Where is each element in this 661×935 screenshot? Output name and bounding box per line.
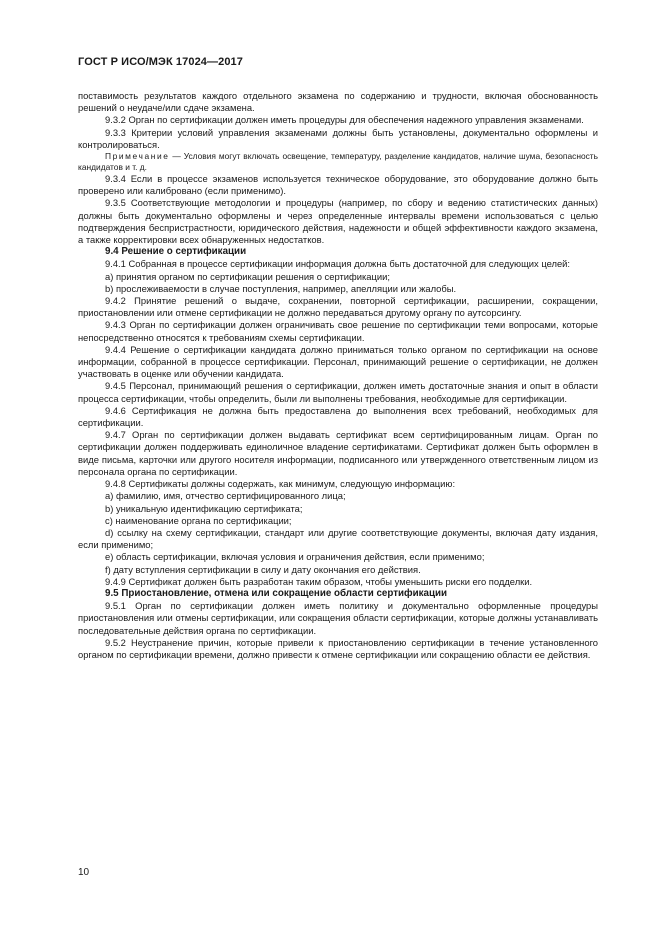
list-item: b) уникальную идентификацию сертификата;	[105, 502, 303, 514]
list-item: a) фамилию, имя, отчество сертифицированного лица;	[105, 490, 346, 502]
note-text: — Условия могут включать освещение, температуру, разделение кандидатов, наличие шума, безопасность кандидатов и т. д.	[78, 151, 598, 173]
clause-9-4-2: 9.4.2 Принятие решений о выдаче, сохранении, повторной сертификации, расширении, сокращении, приостановлении или отмене сертификации не должно передаваться другому органу по аутсорсингу.	[78, 295, 598, 319]
clause-9-3-5: 9.3.5 Соответствующие методологии и процедуры (например, по сбору и ведению статистических данных) должны быть документально оформлены и через определенные интервалы времени использоваться с целью подтверждения беспристрастности, юридического действия, надежности и общей эффективности каждого экзамена, а также корректировки всех обнаруженных недостатков.	[78, 197, 598, 246]
note	[78, 151, 598, 173]
clause-9-4-8: 9.4.8 Сертификаты должны содержать, как минимум, следующую информацию:	[105, 478, 456, 490]
section-heading-9-5: 9.5 Приостановление, отмена или сокращение области сертификации	[105, 587, 448, 599]
paragraph: поставимость результатов каждого отдельного экзамена по содержанию и трудности, включая обоснованность решений о неудаче/или сдаче экзамена.	[78, 90, 598, 114]
list-item: c) наименование органа по сертификации;	[105, 514, 292, 526]
clause-9-4-1: 9.4.1 Собранная в процессе сертификации информация должна быть достаточной для следующих целей:	[105, 258, 571, 270]
clause-9-5-1: 9.5.1 Орган по сертификации должен иметь политику и документально оформленные процедуры приостановления или отмены сертификации, или сокращения области сертификации, которые должны устанавливать последовательные действия органа по сертификации.	[78, 600, 598, 636]
document-header: ГОСТ Р ИСО/МЭК 17024—2017	[78, 56, 243, 68]
clause-9-3-4: 9.3.4 Если в процессе экзаменов используется техническое оборудование, это оборудование должно быть проверено или калибровано (если применимо).	[78, 173, 598, 197]
clause-9-3-2: 9.3.2 Орган по сертификации должен иметь процедуры для обеспечения надежного управления экзаменами.	[105, 114, 584, 126]
note-label: Примечание	[105, 151, 170, 162]
clause-9-4-4: 9.4.4 Решение о сертификации кандидата должно приниматься только органом по сертификации на основе информации, собранной в процессе сертификации. Персонал, принимающий решение о сертификации, не должен участвовать в оценке или обучении кандидата.	[78, 343, 598, 380]
list-item: a) принятия органом по сертификации решения о сертификации;	[105, 270, 390, 282]
document-body	[78, 90, 598, 661]
clause-9-4-6: 9.4.6 Сертификация не должна быть предоставлена до выполнения всех требований, необходимых для сертификации.	[78, 404, 598, 429]
list-item: d) ссылку на схему сертификации, стандарт или другие соответствующие документы, включая дату издания, если применимо;	[78, 526, 598, 551]
clause-9-4-3: 9.4.3 Орган по сертификации должен ограничивать свое решение по сертификации теми вопросами, которые непосредственно относятся к требованиям схемы сертификации.	[78, 319, 598, 343]
section-heading-9-4: 9.4 Решение о сертификации	[105, 246, 247, 258]
page-number: 10	[78, 867, 90, 878]
clause-9-4-5: 9.4.5 Персонал, принимающий решения о сертификации, должен иметь достаточные знания и опыт в области процесса сертификации, чтобы определить, были ли выполнены требования, необходимые для сертификации.	[78, 380, 598, 404]
list-item: e) область сертификации, включая условия и ограничения действия, если применимо;	[105, 551, 485, 563]
clause-9-4-7: 9.4.7 Орган по сертификации должен выдавать сертификат всем сертифицированным лицам. Орган по сертификации должен поддерживать единоличное владение сертификатами. Сертификат должен быть оформлен в виде письма, карточки или другого носителя информации, подписанного или утвержденного ответственным лицом из персонала органа по сертификации.	[78, 429, 598, 477]
list-item: f) дату вступления сертификации в силу и дату окончания его действия.	[105, 563, 421, 575]
clause-9-3-3: 9.3.3 Критерии условий управления экзаменами должны быть установлены, документально оформлены и контролироваться.	[78, 126, 598, 150]
list-item: b) прослеживаемости в случае поступления, например, апелляции или жалобы.	[105, 282, 457, 294]
clause-9-4-9: 9.4.9 Сертификат должен быть разработан таким образом, чтобы уменьшить риски его подделки.	[105, 575, 533, 587]
clause-9-5-2: 9.5.2 Неустранение причин, которые привели к приостановлению сертификации в течение установленного органом по сертификации времени, должно привести к отмене сертификации или сокращению области ее действия.	[78, 636, 598, 660]
